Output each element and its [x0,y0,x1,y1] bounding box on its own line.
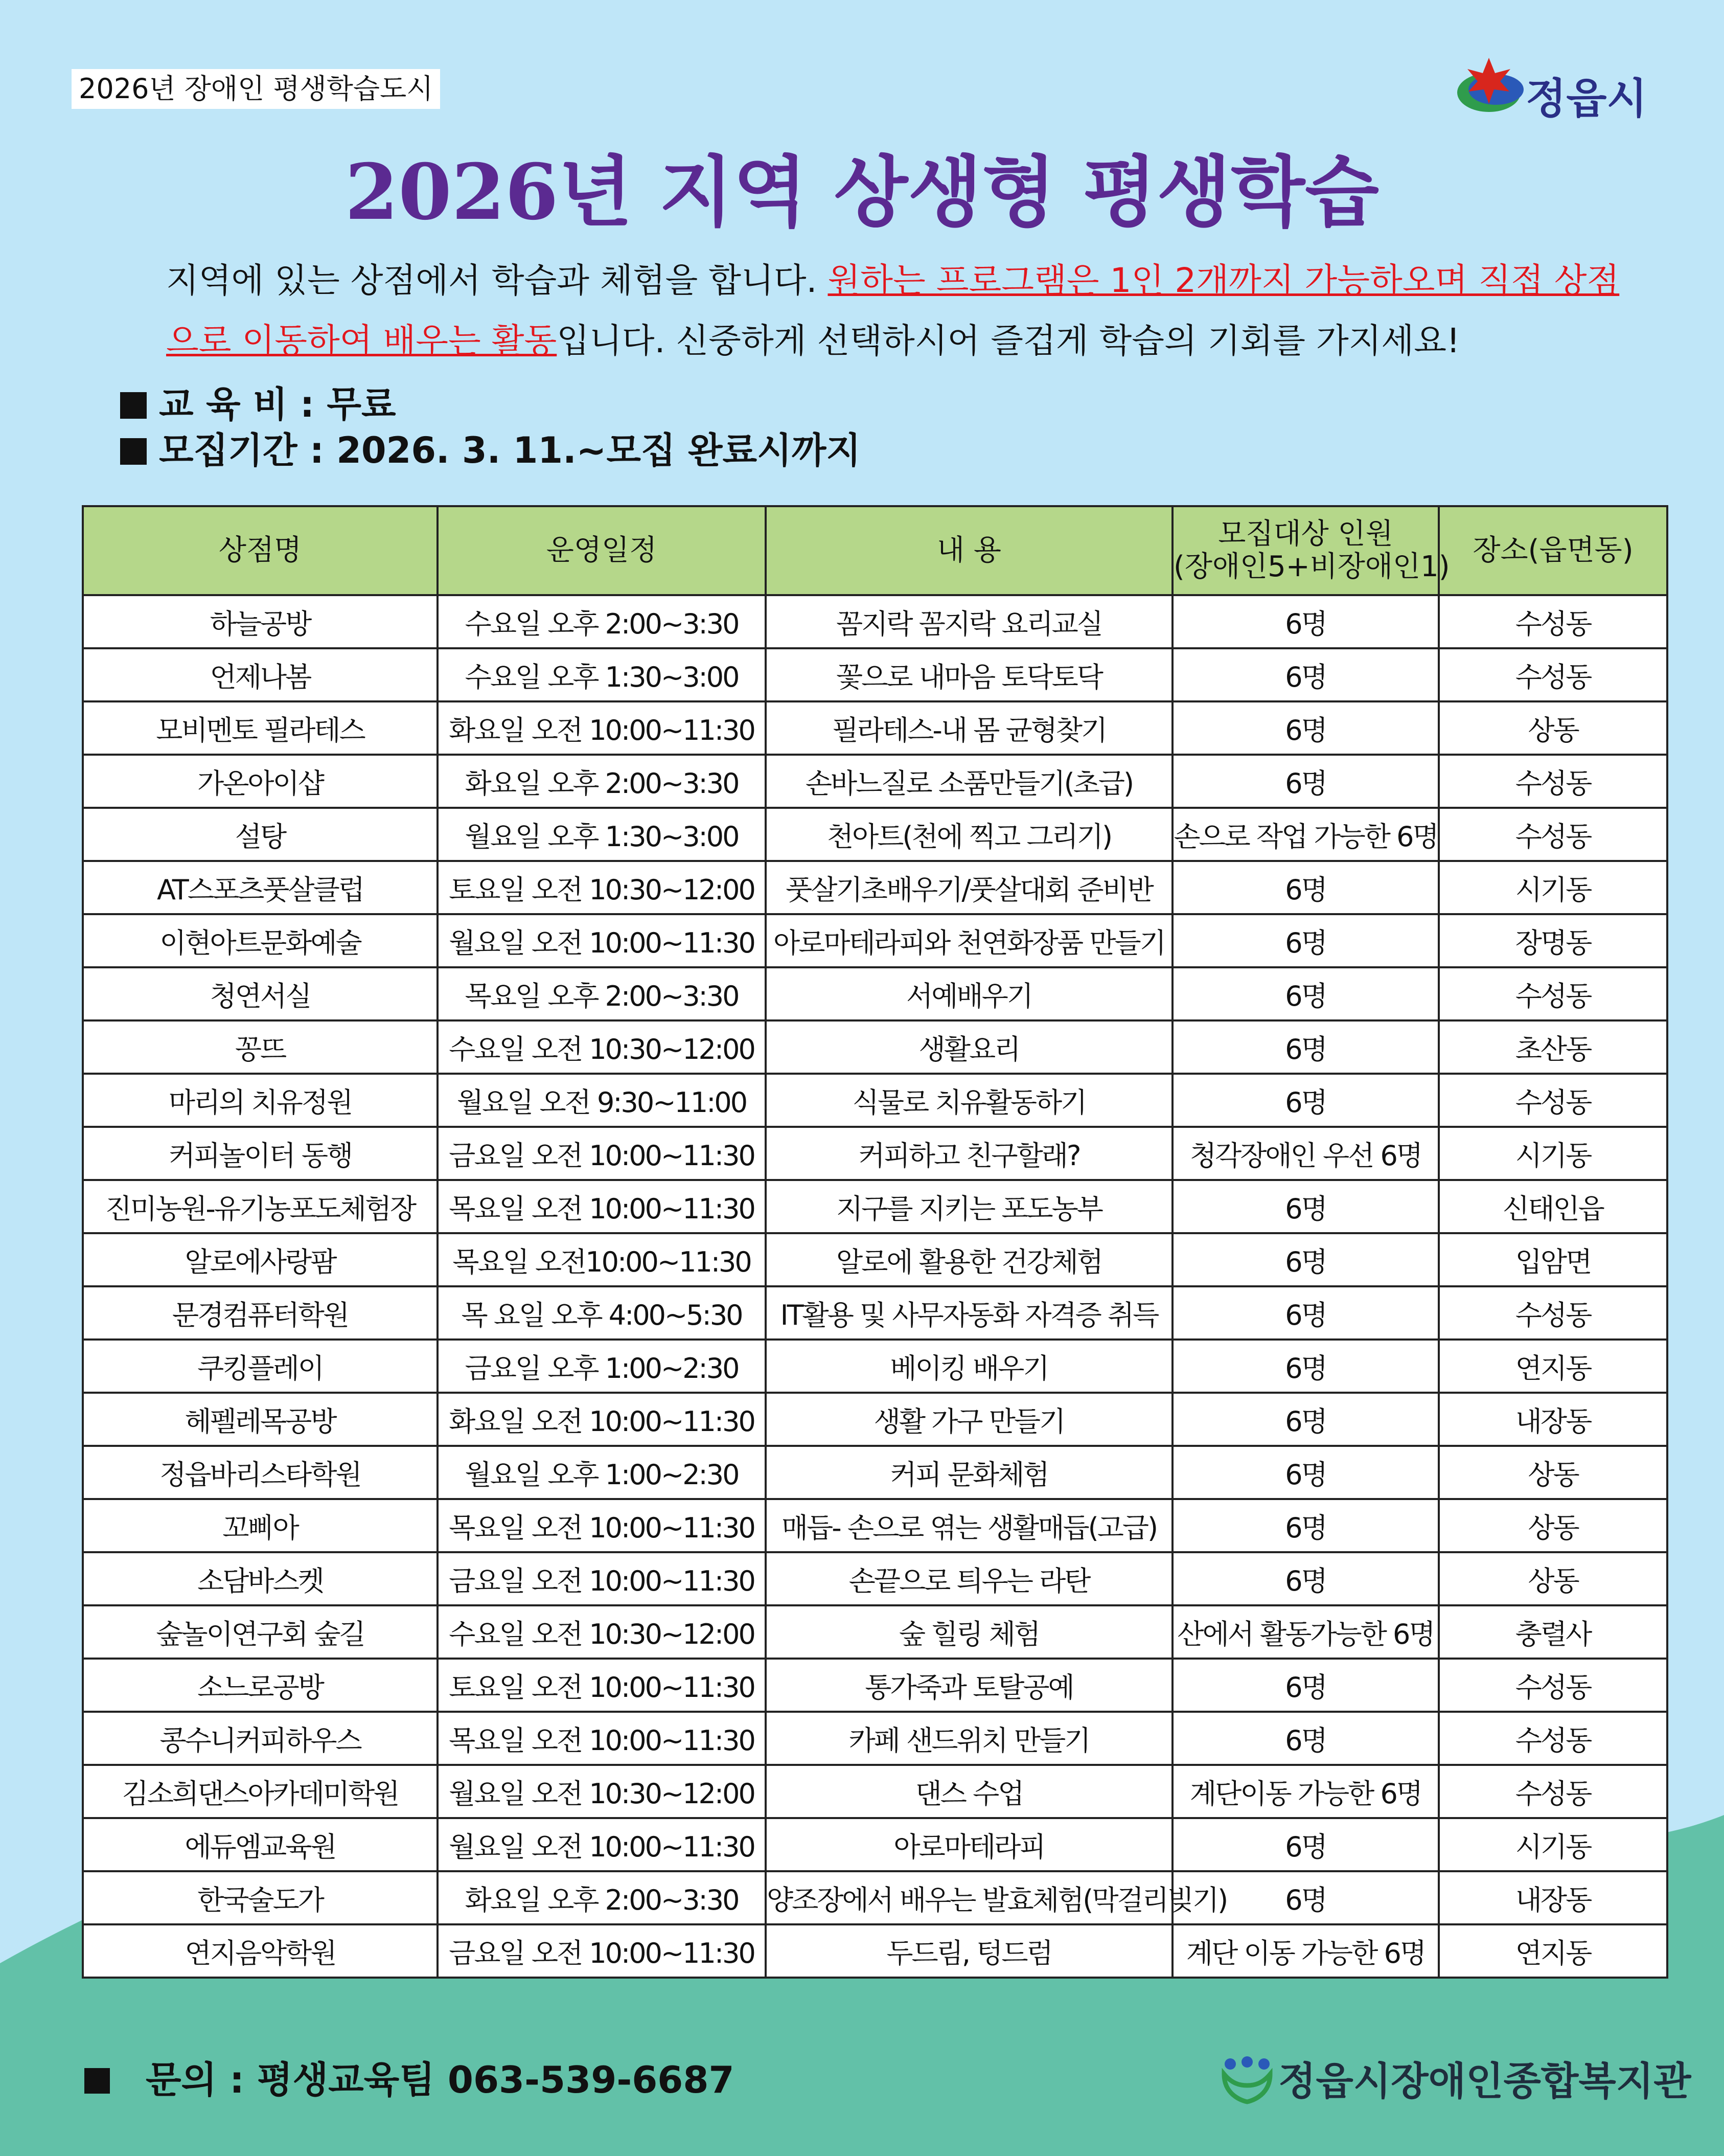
info-fee-text: 교 육 비 : 무료 [159,383,396,425]
intro-part3: 입니다. 신중하게 선택하시어 즐겁게 학습의 기회를 가지세요! [557,321,1460,360]
info-period [120,422,861,473]
table-row [83,1818,1667,1871]
cell-content: 지구를 지키는 포도농부 [766,1180,1173,1233]
cell-content: 알로에 활용한 건강체험 [766,1233,1173,1286]
cell-target: 6명 [1173,1233,1439,1286]
cell-shop: 커피놀이터 동행 [83,1127,438,1180]
table-row [83,701,1667,755]
cell-schedule: 금요일 오후 1:00~2:30 [438,1340,766,1393]
cell-schedule: 월요일 오전 10:30~12:00 [438,1765,766,1818]
cell-shop: 에듀엠교육원 [83,1818,438,1871]
cell-content: 아로마테라피 [766,1818,1173,1871]
cell-shop: 한국술도가 [83,1871,438,1924]
cell-target: 산에서 활동가능한 6명 [1173,1605,1439,1659]
cell-content: 서예배우기 [766,967,1173,1020]
table-row [83,1924,1667,1978]
cell-content: 풋살기초배우기/풋살대회 준비반 [766,861,1173,914]
cell-content: 손바느질로 소품만들기(초급) [766,755,1173,808]
cell-shop: 하늘공방 [83,595,438,648]
cell-place: 수성동 [1439,1659,1667,1712]
cell-content: IT활용 및 사무자동화 자격증 취득 [766,1286,1173,1340]
cell-shop: AT스포츠풋살클럽 [83,861,438,914]
cell-place: 상동 [1439,1552,1667,1605]
cell-shop: 청연서실 [83,967,438,1020]
cell-target: 손으로 작업 가능한 6명 [1173,808,1439,861]
cell-schedule: 금요일 오전 10:00~11:30 [438,1552,766,1605]
table-header-row [83,506,1667,595]
cell-content: 식물로 치유활동하기 [766,1074,1173,1127]
cell-content: 카페 샌드위치 만들기 [766,1712,1173,1765]
table-row [83,1659,1667,1712]
cell-place: 상동 [1439,1499,1667,1552]
header-schedule: 운영일정 [438,506,766,595]
cell-place: 수성동 [1439,967,1667,1020]
cell-place: 시기동 [1439,1127,1667,1180]
cell-schedule: 목요일 오전10:00~11:30 [438,1233,766,1286]
cell-place: 수성동 [1439,808,1667,861]
cell-shop: 꽁뜨 [83,1020,438,1074]
cell-place: 연지동 [1439,1340,1667,1393]
cell-shop: 진미농원-유기농포도체험장 [83,1180,438,1233]
cell-target: 계단 이동 가능한 6명 [1173,1924,1439,1978]
cell-content: 통가죽과 토탈공예 [766,1659,1173,1712]
cell-target: 6명 [1173,1659,1439,1712]
cell-schedule: 목요일 오전 10:00~11:30 [438,1180,766,1233]
intro-highlight: 원하는 프로그램은 1인 2개까지 가능하오며 직접 상점으로 이동하여 배우는 활동 [166,261,1620,360]
cell-place: 시기동 [1439,861,1667,914]
table-row [83,861,1667,914]
cell-content: 꽃으로 내마음 토닥토닥 [766,648,1173,701]
cell-place: 상동 [1439,701,1667,755]
cell-place: 수성동 [1439,595,1667,648]
table-row [83,648,1667,701]
cell-place: 충렬사 [1439,1605,1667,1659]
table-row [83,755,1667,808]
cell-content: 커피하고 친구할래? [766,1127,1173,1180]
cell-place: 초산동 [1439,1020,1667,1074]
cell-shop: 김소희댄스아카데미학원 [83,1765,438,1818]
cell-schedule: 화요일 오후 2:00~3:30 [438,755,766,808]
cell-target: 6명 [1173,595,1439,648]
cell-target: 6명 [1173,1074,1439,1127]
cell-schedule: 목요일 오전 10:00~11:30 [438,1499,766,1552]
square-bullet-icon [84,2068,110,2094]
cell-schedule: 월요일 오후 1:30~3:00 [438,808,766,861]
cell-schedule: 화요일 오전 10:00~11:30 [438,701,766,755]
cell-content: 양조장에서 배우는 발효체험(막걸리빚기) [766,1871,1173,1924]
cell-shop: 꼬삐아 [83,1499,438,1552]
cell-target: 6명 [1173,1818,1439,1871]
cell-schedule: 월요일 오전 9:30~11:00 [438,1074,766,1127]
footer-org-text: 정읍시장애인종합복지관 [1278,2058,1691,2104]
cell-schedule: 금요일 오전 10:00~11:30 [438,1127,766,1180]
cell-content: 두드림, 텅드럼 [766,1924,1173,1978]
cell-shop: 알로에사랑팜 [83,1233,438,1286]
cell-place: 시기동 [1439,1818,1667,1871]
cell-target: 6명 [1173,1871,1439,1924]
cell-shop: 연지음악학원 [83,1924,438,1978]
welfare-center-logo-icon [1219,2057,1275,2103]
cell-schedule: 목 요일 오후 4:00~5:30 [438,1286,766,1340]
cell-schedule: 토요일 오전 10:00~11:30 [438,1659,766,1712]
cell-target: 6명 [1173,1020,1439,1074]
cell-shop: 숲놀이연구회 숲길 [83,1605,438,1659]
cell-target: 6명 [1173,1712,1439,1765]
header-shop: 상점명 [83,506,438,595]
table-body [83,595,1667,1978]
cell-place: 수성동 [1439,1286,1667,1340]
table-row [83,1605,1667,1659]
header-target-line2: (장애인5+비장애인1) [1174,550,1450,583]
cell-target: 6명 [1173,755,1439,808]
info-period-text: 모집기간 : 2026. 3. 11.~모집 완료시까지 [159,429,861,471]
cell-target: 6명 [1173,1446,1439,1499]
cell-content: 베이킹 배우기 [766,1340,1173,1393]
cell-target: 계단이동 가능한 6명 [1173,1765,1439,1818]
cell-content: 숲 힐링 체험 [766,1605,1173,1659]
header-place: 장소(읍면동) [1439,506,1667,595]
cell-place: 입암면 [1439,1233,1667,1286]
cell-content: 아로마테라피와 천연화장품 만들기 [766,914,1173,967]
table-row [83,1499,1667,1552]
cell-shop: 문경컴퓨터학원 [83,1286,438,1340]
cell-place: 수성동 [1439,648,1667,701]
cell-shop: 헤펠레목공방 [83,1393,438,1446]
cell-content: 필라테스-내 몸 균형찾기 [766,701,1173,755]
cell-content: 손끝으로 틔우는 라탄 [766,1552,1173,1605]
table-row [83,1712,1667,1765]
cell-schedule: 월요일 오후 1:00~2:30 [438,1446,766,1499]
cell-shop: 소담바스켓 [83,1552,438,1605]
table-row [83,1074,1667,1127]
footer-org [1219,2050,1691,2106]
cell-shop: 정읍바리스타학원 [83,1446,438,1499]
cell-schedule: 수요일 오전 10:30~12:00 [438,1020,766,1074]
footer-contact [84,2050,734,2103]
cell-target: 6명 [1173,967,1439,1020]
cell-place: 수성동 [1439,1074,1667,1127]
cell-schedule: 화요일 오전 10:00~11:30 [438,1393,766,1446]
table-row [83,1393,1667,1446]
cell-shop: 설탕 [83,808,438,861]
cell-schedule: 화요일 오후 2:00~3:30 [438,1871,766,1924]
cell-content: 매듭- 손으로 엮는 생활매듭(고급) [766,1499,1173,1552]
cell-schedule: 월요일 오전 10:00~11:30 [438,1818,766,1871]
table-row [83,1552,1667,1605]
cell-target: 6명 [1173,648,1439,701]
top-tag: 2026년 장애인 평생학습도시 [72,69,440,109]
cell-place: 상동 [1439,1446,1667,1499]
cell-place: 장명동 [1439,914,1667,967]
cell-schedule: 수요일 오전 10:30~12:00 [438,1605,766,1659]
square-bullet-icon [120,392,147,419]
program-table [82,505,1668,1979]
cell-schedule: 수요일 오후 2:00~3:30 [438,595,766,648]
city-logo-text: 정읍시 [1526,75,1647,123]
cell-place: 내장동 [1439,1871,1667,1924]
cell-target: 6명 [1173,1552,1439,1605]
cell-schedule: 목요일 오전 10:00~11:30 [438,1712,766,1765]
page-title: 2026년 지역 상생형 평생학습 [344,147,1380,237]
cell-content: 댄스 수업 [766,1765,1173,1818]
cell-target: 6명 [1173,1180,1439,1233]
cell-content: 꼼지락 꼼지락 요리교실 [766,595,1173,648]
cell-content: 커피 문화체험 [766,1446,1173,1499]
cell-shop: 마리의 치유정원 [83,1074,438,1127]
cell-place: 수성동 [1439,755,1667,808]
table-row [83,1020,1667,1074]
cell-content: 생활요리 [766,1020,1173,1074]
header-content: 내 용 [766,506,1173,595]
cell-shop: 이현아트문화예술 [83,914,438,967]
cell-target: 6명 [1173,861,1439,914]
table-row [83,967,1667,1020]
cell-content: 천아트(천에 찍고 그리기) [766,808,1173,861]
table-row [83,1180,1667,1233]
cell-target: 청각장애인 우선 6명 [1173,1127,1439,1180]
cell-place: 신태인읍 [1439,1180,1667,1233]
table-row [83,914,1667,967]
cell-schedule: 토요일 오전 10:30~12:00 [438,861,766,914]
cell-target: 6명 [1173,1499,1439,1552]
header-target-line1: 모집대상 인원 [1218,517,1393,551]
cell-target: 6명 [1173,701,1439,755]
cell-place: 수성동 [1439,1765,1667,1818]
cell-shop: 언제나봄 [83,648,438,701]
cell-schedule: 월요일 오전 10:00~11:30 [438,914,766,967]
cell-schedule: 금요일 오전 10:00~11:30 [438,1924,766,1978]
info-fee [120,376,396,427]
cell-content: 생활 가구 만들기 [766,1393,1173,1446]
cell-place: 내장동 [1439,1393,1667,1446]
table-row [83,595,1667,648]
square-bullet-icon [120,438,147,465]
cell-target: 6명 [1173,914,1439,967]
cell-target: 6명 [1173,1340,1439,1393]
table-row [83,1233,1667,1286]
cell-shop: 모비멘토 필라테스 [83,701,438,755]
header-target [1173,506,1450,595]
footer-contact-text: 문의 : 평생교육팀 063-539-6687 [146,2058,734,2101]
cell-place: 수성동 [1439,1712,1667,1765]
cell-schedule: 수요일 오후 1:30~3:00 [438,648,766,701]
table-row [83,1340,1667,1393]
table-row [83,1871,1667,1924]
table-row [83,1286,1667,1340]
intro-text [166,251,1648,371]
table-row [83,1446,1667,1499]
cell-shop: 소느로공방 [83,1659,438,1712]
cell-schedule: 목요일 오후 2:00~3:30 [438,967,766,1020]
table-row [83,1127,1667,1180]
intro-part1: 지역에 있는 상점에서 학습과 체험을 합니다. [166,261,828,300]
table-row [83,808,1667,861]
cell-target: 6명 [1173,1393,1439,1446]
cell-shop: 가온아이샵 [83,755,438,808]
cell-shop: 쿠킹플레이 [83,1340,438,1393]
cell-place: 연지동 [1439,1924,1667,1978]
cell-shop: 콩수니커피하우스 [83,1712,438,1765]
table-row [83,1765,1667,1818]
cell-target: 6명 [1173,1286,1439,1340]
